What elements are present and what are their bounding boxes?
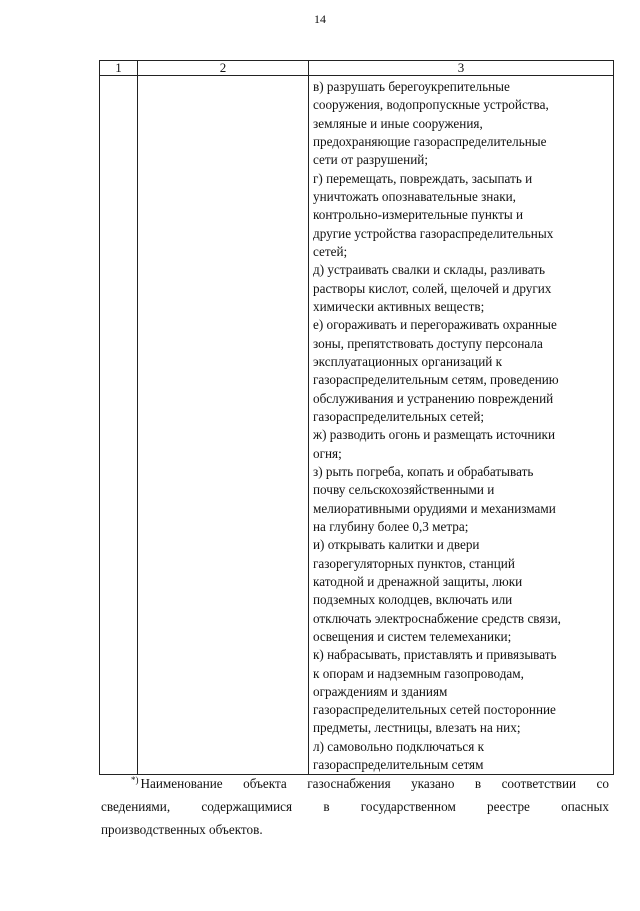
text-line: газораспределительных сетей;: [313, 408, 485, 424]
cell-col-3: [309, 76, 614, 775]
cell-col-2: [138, 76, 309, 775]
footnote-line: производственных объектов.: [101, 822, 263, 837]
text-line: сооружения, водопропускные устройства,: [313, 97, 549, 113]
prohibitions-text: [309, 76, 613, 774]
column-header-2: 2: [138, 61, 309, 76]
column-header-3: 3: [309, 61, 614, 76]
text-line: газораспределительных сетей посторонние: [313, 702, 556, 718]
table-row: [100, 76, 614, 775]
table-header-row: [100, 61, 614, 76]
text-line: подземных колодцев, включать или: [313, 592, 513, 608]
text-line: уничтожать опознавательные знаки,: [313, 188, 516, 204]
text-line: химически активных веществ;: [313, 298, 485, 314]
text-line: сетей;: [313, 243, 348, 259]
footnote-marker: *): [131, 775, 139, 785]
text-line: л) самовольно подключаться к: [313, 738, 485, 754]
text-line: предохраняющие газораспределительные: [313, 133, 547, 149]
footnote-line-text: Наименование объекта газоснабжения указано в соответствии со: [140, 776, 609, 791]
text-line: е) огораживать и перегораживать охранные: [313, 317, 557, 333]
text-line: сети от разрушений;: [313, 152, 428, 168]
page-number: 14: [314, 12, 326, 26]
text-line: другие устройства газораспределительных: [313, 225, 554, 241]
text-line: зоны, препятствовать доступу персонала: [313, 335, 543, 351]
requirements-table: [99, 60, 614, 775]
text-line: на глубину более 0,3 метра;: [313, 518, 469, 534]
text-line: катодной и дренажной защиты, люки: [313, 573, 523, 589]
text-line: отключать электроснабжение средств связи,: [313, 610, 561, 626]
text-line: г) перемещать, повреждать, засыпать и: [313, 170, 533, 186]
text-line: газораспределительным сетям: [313, 757, 484, 773]
text-line: предметы, лестницы, влезать на них;: [313, 720, 521, 736]
text-line: д) устраивать свалки и склады, разливать: [313, 262, 545, 278]
text-line: обслуживания и устранению повреждений: [313, 390, 554, 406]
text-line: эксплуатационных организаций к: [313, 353, 503, 369]
text-line: газораспределительным сетям, проведению: [313, 372, 559, 388]
text-line: к) набрасывать, приставлять и привязывать: [313, 647, 557, 663]
column-header-1: 1: [100, 61, 138, 76]
text-line: почву сельскохозяйственными и: [313, 482, 495, 498]
text-line: з) рыть погреба, копать и обрабатывать: [313, 463, 534, 479]
text-line: освещения и систем телемеханики;: [313, 628, 512, 644]
text-line: земляные и иные сооружения,: [313, 115, 483, 131]
text-line: ж) разводить огонь и размещать источники: [313, 427, 556, 443]
text-line: ограждениям и зданиям: [313, 683, 448, 699]
text-line: огня;: [313, 445, 342, 461]
cell-col-1: [100, 76, 138, 775]
text-line: мелиоративными орудиями и механизмами: [313, 500, 556, 516]
footnote: [101, 769, 609, 841]
footnote-line: [101, 769, 609, 795]
text-line: растворы кислот, солей, щелочей и других: [313, 280, 552, 296]
text-line: в) разрушать берегоукрепительные: [313, 79, 510, 94]
footnote-line: сведениями, содержащимися в государственном реестре опасных: [101, 799, 609, 814]
text-line: газорегуляторных пунктов, станций: [313, 555, 515, 571]
text-line: и) открывать калитки и двери: [313, 537, 480, 553]
text-line: контрольно-измерительные пункты и: [313, 207, 524, 223]
text-line: к опорам и надземным газопроводам,: [313, 665, 524, 681]
